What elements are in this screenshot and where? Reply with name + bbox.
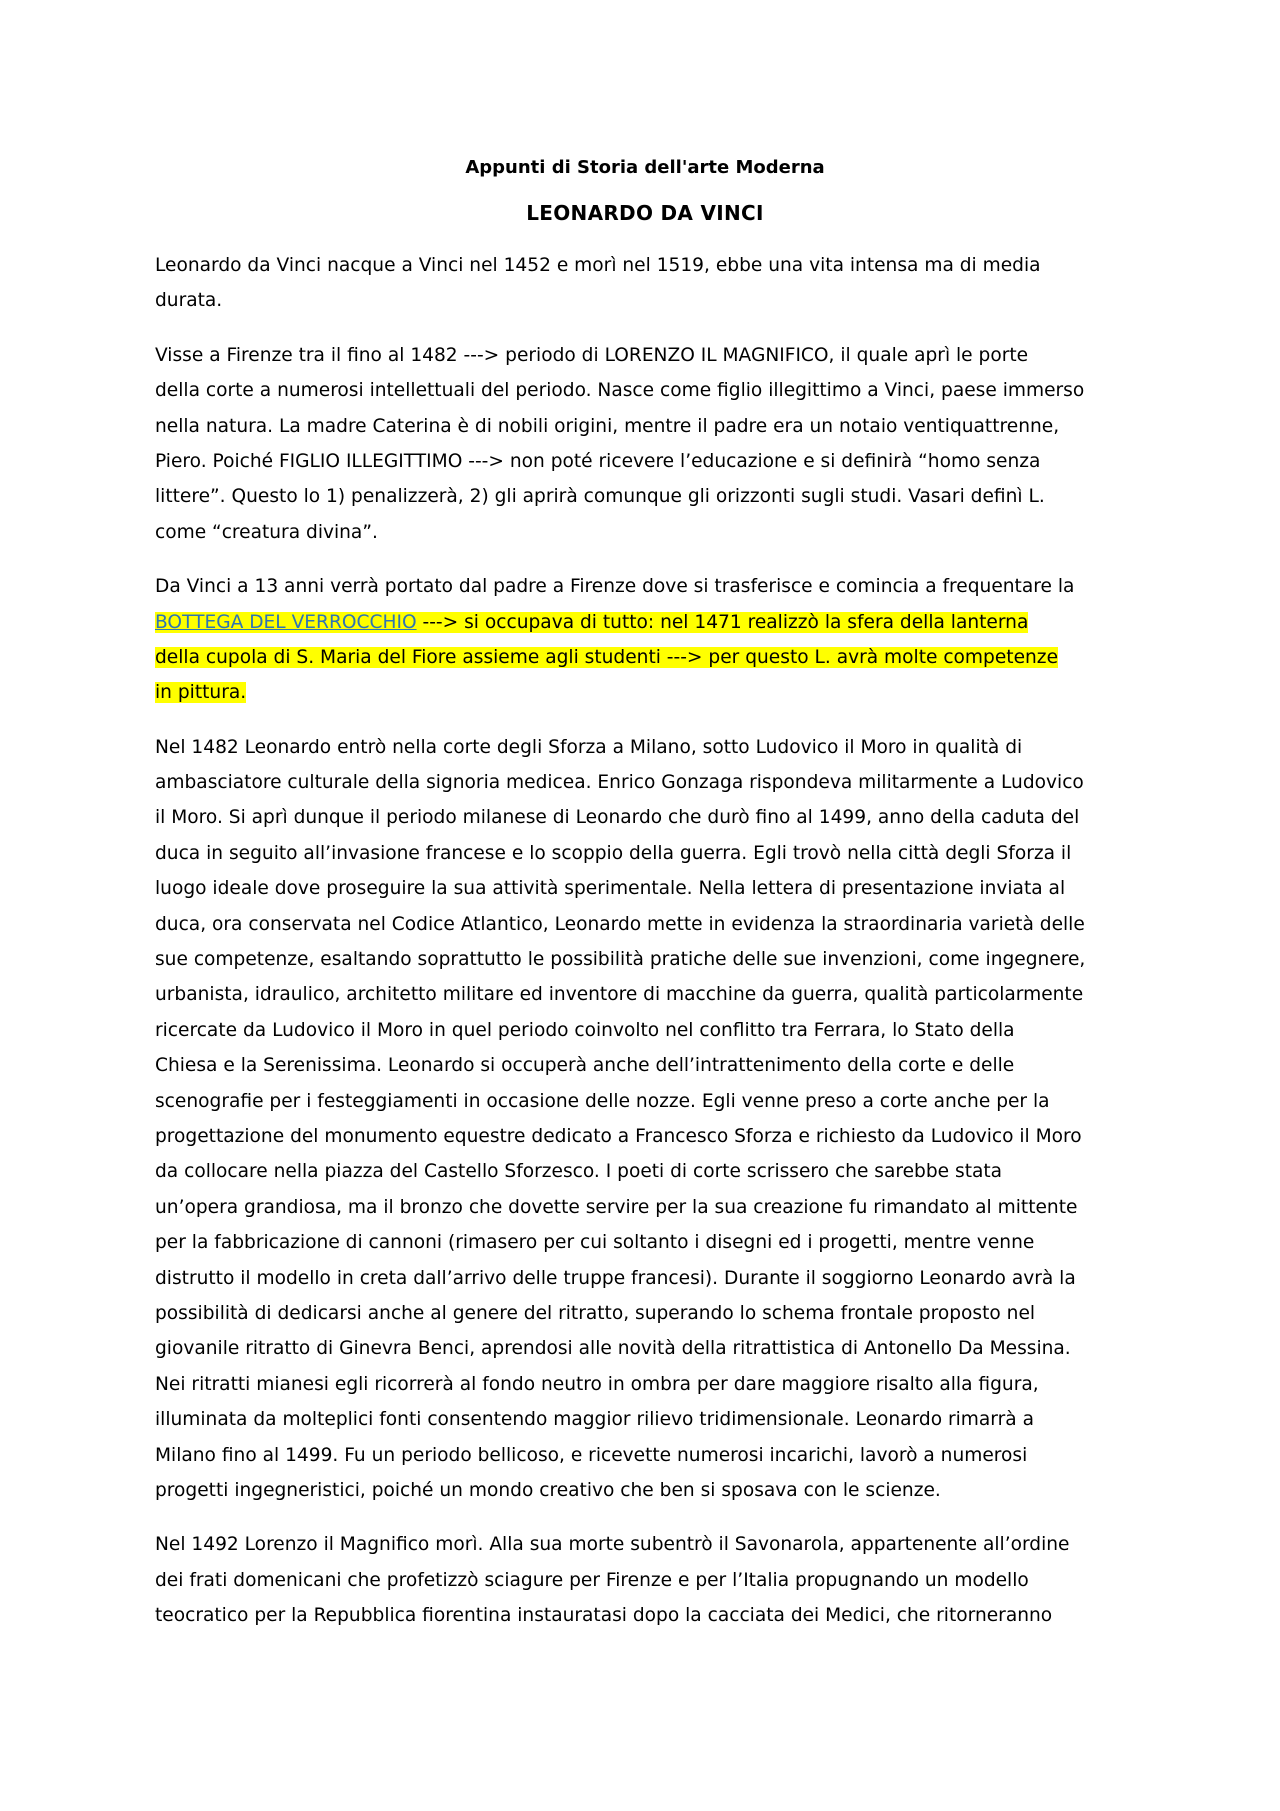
text-line: per la fabbricazione di cannoni (rimasero per cui soltanto i disegni ed i progetti, mentre venne: [155, 1232, 1035, 1254]
text-line: giovanile ritratto di Ginevra Benci, aprendosi alle novità della ritrattistica di Antonello Da Messina.: [155, 1338, 1071, 1360]
text-line: progettazione del monumento equestre dedicato a Francesco Sforza e richiesto da Ludovico il Moro: [155, 1125, 1082, 1147]
text-line: progetti ingegneristici, poiché un mondo creativo che ben si sposava con le scienze.: [155, 1479, 941, 1501]
text-line: il Moro. Si aprì dunque il periodo milanese di Leonardo che durò fino al 1499, anno della caduta del: [155, 807, 1080, 829]
text-line: illuminata da molteplici fonti consentendo maggior rilievo tridimensionale. Leonardo rimarrà a: [155, 1409, 1034, 1431]
text-line: da collocare nella piazza del Castello Sforzesco. I poeti di corte scrissero che sarebbe stata: [155, 1161, 1003, 1183]
document-title: Appunti di Storia dell'arte Moderna: [465, 157, 825, 178]
highlighted-text: in pittura.: [155, 682, 247, 704]
paragraph-florence: [155, 338, 1135, 550]
text-line: Leonardo da Vinci nacque a Vinci nel 1452 e morì nel 1519, ebbe una vita intensa ma di media: [155, 255, 1041, 276]
text-line: dei frati domenicani che profetizzò sciagure per Firenze e per l’Italia propugnando un modello: [155, 1569, 1029, 1591]
text-line: Nel 1492 Lorenzo il Magnifico morì. Alla sua morte subentrò il Savonarola, appartenente all’ordine: [155, 1534, 1070, 1556]
text-line: Nel 1482 Leonardo entrò nella corte degli Sforza a Milano, sotto Ludovico il Moro in qualità di: [155, 736, 1023, 758]
text-line: duca in seguito all’invasione francese e lo scoppio della guerra. Egli trovò nella città degli Sforza il: [155, 842, 1072, 864]
text-line: teocratico per la Repubblica fiorentina instauratasi dopo la cacciata dei Medici, che ritorneranno: [155, 1605, 1053, 1627]
text-line: Visse a Firenze tra il fino al 1482 ---> periodo di LORENZO IL MAGNIFICO, il quale aprì le porte: [155, 344, 1029, 366]
text-line-highlighted: [155, 605, 1135, 640]
document-subtitle: LEONARDO DA VINCI: [526, 201, 764, 225]
text-line: Chiesa e la Serenissima. Leonardo si occuperà anche dell’intrattenimento della corte e delle: [155, 1055, 1015, 1077]
text-line: ambasciatore culturale della signoria medicea. Enrico Gonzaga rispondeva militarmente a Ludovico: [155, 772, 1084, 794]
paragraph-savonarola: [155, 1527, 1135, 1633]
text-line: Nei ritratti mianesi egli ricorrerà al fondo neutro in ombra per dare maggiore risalto alla figura,: [155, 1373, 1039, 1395]
text-line-highlighted: [155, 675, 1135, 710]
text-line: sue competenze, esaltando soprattutto le possibilità pratiche delle sue invenzioni, come ingegnere,: [155, 949, 1086, 971]
highlighted-text: della cupola di S. Maria del Fiore assieme agli studenti ---> per questo L. avrà molte competenze: [155, 646, 1059, 668]
text-line: durata.: [155, 290, 223, 312]
text-line: distrutto il modello in creta dall’arrivo delle truppe francesi). Durante il soggiorno Leonardo avrà la: [155, 1267, 1076, 1289]
text-line: Milano fino al 1499. Fu un periodo bellicoso, e ricevette numerosi incarichi, lavorò a numerosi: [155, 1444, 1028, 1466]
highlighted-line-rest: ---> si occupava di tutto: nel 1471 realizzò la sfera della lanterna: [416, 611, 1029, 633]
highlighted-text: [155, 612, 1028, 633]
text-line: Da Vinci a 13 anni verrà portato dal padre a Firenze dove si trasferisce e comincia a frequentare la: [155, 576, 1075, 598]
text-line: littere”. Questo lo 1) penalizzerà, 2) gli aprirà comunque gli orizzonti sugli studi. Vasari definì L.: [155, 486, 1045, 508]
text-line: ricercate da Ludovico il Moro in quel periodo coinvolto nel conflitto tra Ferrara, lo Stato della: [155, 1019, 1015, 1041]
text-line: della corte a numerosi intellettuali del periodo. Nasce come figlio illegittimo a Vinci, paese immerso: [155, 380, 1085, 402]
text-line: luogo ideale dove proseguire la sua attività sperimentale. Nella lettera di presentazione inviata al: [155, 878, 1066, 900]
text-line: duca, ora conservata nel Codice Atlantico, Leonardo mette in evidenza la straordinaria varietà delle: [155, 913, 1085, 935]
text-line: come “creatura divina”.: [155, 521, 378, 543]
text-line: un’opera grandiosa, ma il bronzo che dovette servire per la sua creazione fu rimandato al mittente: [155, 1196, 1078, 1218]
text-line: scenografie per i festeggiamenti in occasione delle nozze. Egli venne preso a corte anche per la: [155, 1090, 1050, 1112]
text-line: possibilità di dedicarsi anche al genere del ritratto, superando lo schema frontale proposto nel: [155, 1302, 1036, 1324]
text-line: nella natura. La madre Caterina è di nobili origini, mentre il padre era un notaio ventiquattrenne,: [155, 415, 1060, 437]
text-line: urbanista, idraulico, architetto militare ed inventore di macchine da guerra, qualità particolarmente: [155, 984, 1084, 1006]
paragraph-birth: [155, 248, 1135, 319]
paragraph-verrocchio: [155, 569, 1135, 711]
bottega-verrocchio-link[interactable]: BOTTEGA DEL VERROCCHIO: [155, 611, 417, 633]
paragraph-milan: [155, 730, 1135, 1509]
document-body: [155, 150, 1135, 1652]
text-line-highlighted: [155, 640, 1135, 675]
text-line: Piero. Poiché FIGLIO ILLEGITTIMO ---> non poté ricevere l’educazione e si definirà “homo senza: [155, 450, 1041, 472]
